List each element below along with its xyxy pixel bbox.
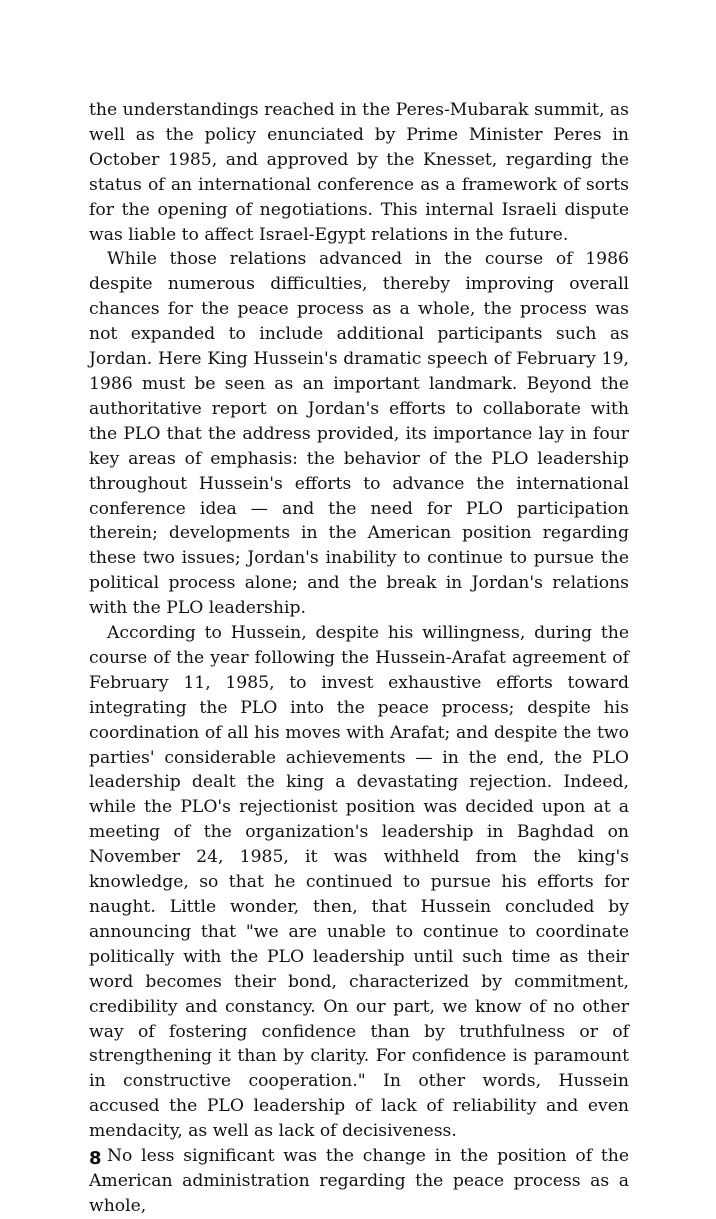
paragraph-1: the understandings reached in the Peres-Mubarak summit, as well as the policy enunciated by Prime Minister Peres in October 1985, and approved by the Knesset, regarding the status of an international conference as a framework of sorts for the opening of negotiations. This internal Israeli dispute was liable to affect Israel-Egypt relations in the future. <box>89 100 629 245</box>
paragraph-3: According to Hussein, despite his willingness, during the course of the year following the Hussein-Arafat agreement of February 11, 1985, to invest exhaustive efforts toward integrating the PLO into the peace process; despite his coordination of all his moves with Arafat; and despite the two parties' considerable achievements — in the end, the PLO leadership dealt the king a devastating rejection. Indeed, while the PLO's rejectionist position was decided upon at a meeting of the organization's leadership in Baghdad on November 24, 1985, it was withheld from the king's knowledge, so that he continued to pursue his efforts for naught. Little wonder, then, that Hussein concluded by announcing that "we are unable to continue to coordinate politically with the PLO leadership until such time as their word becomes their bond, characterized by commitment, credibility and constancy. On our part, we know of no other way of fostering confidence than by truthfulness or of strengthening it than by clarity. For confidence is paramount in constructive cooperation." In other words, Hussein accused the PLO leadership of lack of reliability and even mendacity, as well as lack of decisiveness. <box>89 623 629 1142</box>
paragraph-4: No less significant was the change in the position of the American administration regarding the peace process as a whole, <box>89 1146 629 1216</box>
paragraph-2: While those relations advanced in the course of 1986 despite numerous difficulties, thereby improving overall chances for the peace process as a whole, the process was not expanded to include additional participants such as Jordan. Here King Hussein's dramatic speech of February 19, 1986 must be seen as an important landmark. Beyond the authoritative report on Jordan's efforts to collaborate with the PLO that the address provided, its importance lay in four key areas of emphasis: the behavior of the PLO leadership throughout Hussein's efforts to advance the international conference idea — and the need for PLO participation therein; developments in the American position regarding these two issues; Jordan's inability to continue to pursue the political process alone; and the break in Jordan's relations with the PLO leadership. <box>89 249 629 619</box>
page-number: 8 <box>89 1148 102 1169</box>
page-body <box>89 98 629 1219</box>
